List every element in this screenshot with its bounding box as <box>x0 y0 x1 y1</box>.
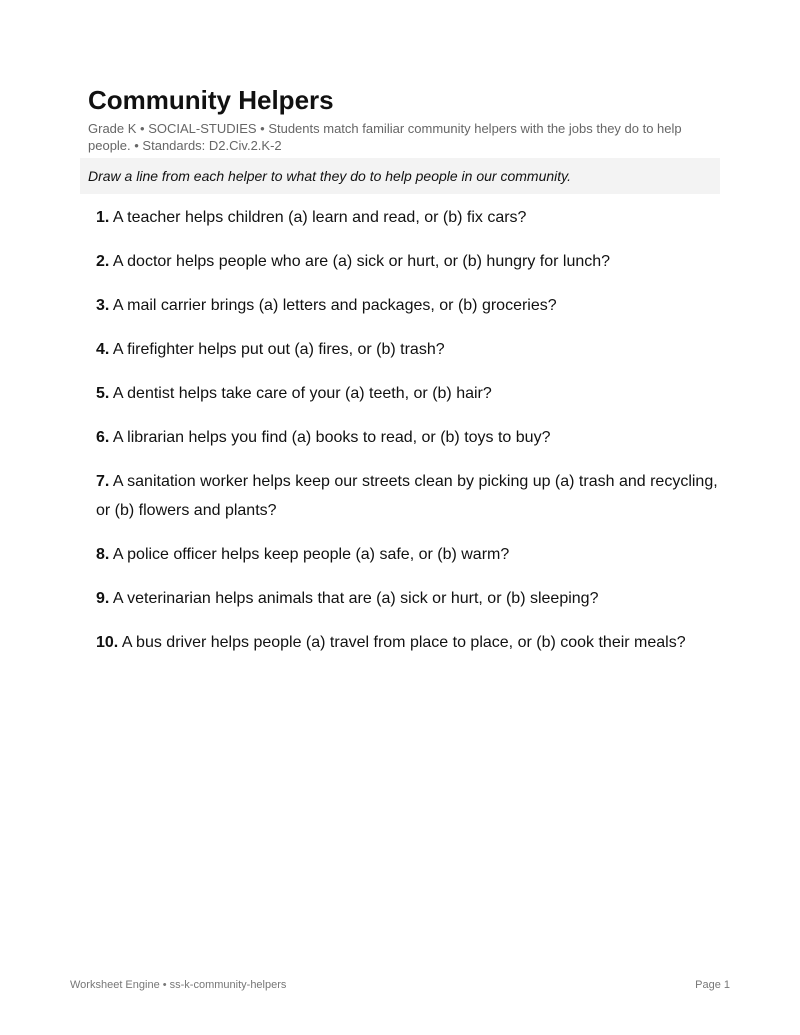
question-number: 1. <box>96 209 110 226</box>
question-number: 9. <box>96 590 110 607</box>
question-text: A bus driver helps people (a) travel from place to place, or (b) cook their meals? <box>121 634 686 651</box>
question-item <box>96 628 720 657</box>
question-text: A dentist helps take care of your (a) teeth, or (b) hair? <box>112 385 492 402</box>
question-text: A teacher helps children (a) learn and read, or (b) fix cars? <box>112 209 527 226</box>
question-item <box>96 584 720 613</box>
question-item <box>96 379 720 408</box>
question-item <box>96 203 720 232</box>
question-item <box>96 467 720 525</box>
question-number: 5. <box>96 385 110 402</box>
page-title: Community Helpers <box>88 85 334 115</box>
question-item <box>96 291 720 320</box>
worksheet-meta: Grade K • SOCIAL-STUDIES • Students match familiar community helpers with the jobs they do to help people. • Standards: D2.Civ.2.K-2 <box>88 121 682 153</box>
question-text: A veterinarian helps animals that are (a) sick or hurt, or (b) sleeping? <box>112 590 599 607</box>
question-number: 10. <box>96 634 119 651</box>
question-item <box>96 423 720 452</box>
question-text: A doctor helps people who are (a) sick or hurt, or (b) hungry for lunch? <box>112 253 611 270</box>
question-text: A police officer helps keep people (a) safe, or (b) warm? <box>112 546 510 563</box>
question-number: 4. <box>96 341 110 358</box>
question-number: 7. <box>96 473 110 490</box>
page-number: Page 1 <box>695 979 730 991</box>
question-text: A firefighter helps put out (a) fires, or (b) trash? <box>112 341 445 358</box>
question-number: 6. <box>96 429 110 446</box>
question-text: A librarian helps you find (a) books to read, or (b) toys to buy? <box>112 429 551 446</box>
question-item <box>96 247 720 276</box>
question-item <box>96 540 720 569</box>
question-text: A mail carrier brings (a) letters and packages, or (b) groceries? <box>112 297 557 314</box>
question-text: A sanitation worker helps keep our streets clean by picking up (a) trash and recycling, or (b) flowers and plants? <box>96 473 718 519</box>
question-item <box>96 335 720 364</box>
footer-source: Worksheet Engine • ss-k-community-helpers <box>70 979 287 991</box>
question-number: 8. <box>96 546 110 563</box>
question-number: 3. <box>96 297 110 314</box>
question-number: 2. <box>96 253 110 270</box>
instructions-box: Draw a line from each helper to what they do to help people in our community. <box>80 158 720 194</box>
question-list <box>96 203 720 672</box>
